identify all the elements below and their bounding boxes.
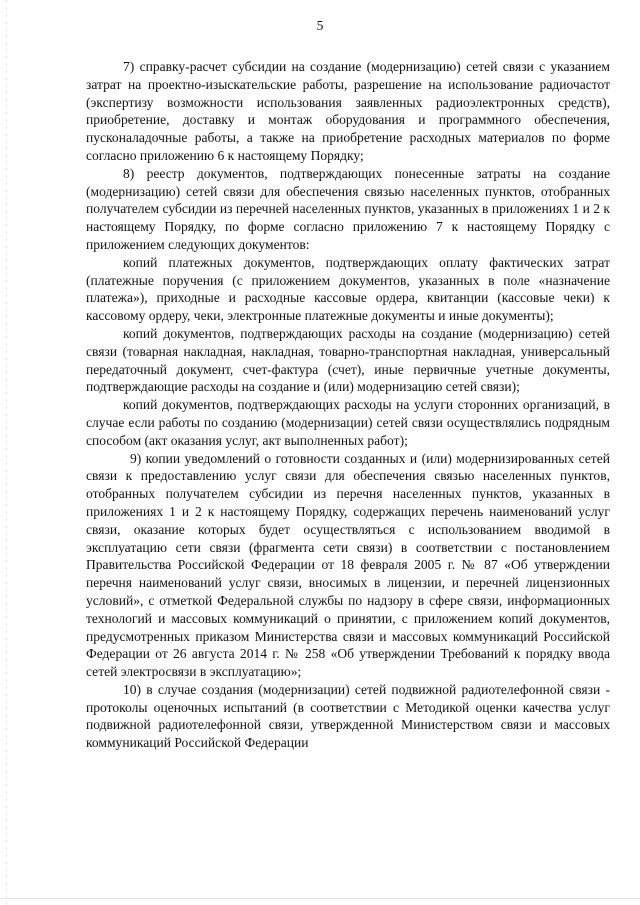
scan-bottom-artifact bbox=[0, 898, 640, 899]
paragraph-item-9: 9) копии уведомлений о готовности созданных и (или) модернизированных сетей связи к предоставлению услуг связи для обеспечения связью населенных пунктов, отобранных получателем субсидии из перечня населенных пунктов, указанных в приложениях 1 и 2 к настоящему Порядку, содержащих перечень наименований услуг связи, оказание которых будет осуществляться с использованием вводимой в эксплуатацию сети связи (фрагмента сети связи) в соответствии с постановлением Правительства Российской Федерации от 18 февраля 2005 г. № 87 «Об утверждении перечня наименований услуг связи, вносимых в лицензии, и перечней лицензионных условий», с отметкой Федеральной службы по надзору в сфере связи, информационных технологий и массовых коммуникаций о принятии, с приложением копий документов, предусмотренных приказом Министерства связи и массовых коммуникаций Российской Федерации от 26 августа 2014 г. № 258 «Об утверждении Требований к порядку ввода сетей электросвязи в эксплуатацию»; bbox=[86, 450, 610, 680]
document-body bbox=[86, 58, 610, 752]
paragraph-item-10: 10) в случае создания (модернизации) сетей подвижной радиотелефонной связи - протоколы оценочных испытаний (в соответствии с Методикой оценки качества услуг подвижной радиотелефонной связи, утвержденной Министерством связи и массовых коммуникаций Российской Федерации bbox=[86, 681, 610, 751]
paragraph-item-7: 7) справку-расчет субсидии на создание (модернизацию) сетей связи с указанием затрат на проектно-изыскательские работы, разрешение на использование радиочастот (экспертизу возможности использования заявленных радиоэлектронных средств), приобретение, доставку и монтаж оборудования и программного обеспечения, пусконаладочные работы, а также на приобретение расходных материалов по форме согласно приложению 6 к настоящему Порядку; bbox=[86, 59, 610, 163]
paragraph-contractor-docs: копий документов, подтверждающих расходы на услуги сторонних организаций, в случае если работы по созданию (модернизации) сетей связи осуществлялись подрядным способом (акт оказания услуг, акт выполненных работ); bbox=[86, 397, 610, 448]
page-number: 5 bbox=[316, 18, 324, 33]
scan-edge-artifact bbox=[6, 0, 7, 905]
paragraph-expense-docs: копий документов, подтверждающих расходы на создание (модернизацию) сетей связи (товарная накладная, накладная, товарно-транспортная накладная, универсальный передаточный документ, счет-фактура (счет), иные первичные учетные документы, подтверждающие расходы на создание и (или) модернизацию сетей связи); bbox=[86, 325, 610, 395]
paragraph-payment-docs: копий платежных документов, подтверждающих оплату фактических затрат (платежные поручения (с приложением документов, указанных в поле «назначение платежа»), приходные и расходные кассовые ордера, квитанции (кассовые чеки) к кассовому ордеру, чеки, электронные платежные документы и иные документы); bbox=[86, 254, 610, 324]
paragraph-item-8: 8) реестр документов, подтверждающих понесенные затраты на создание (модернизацию) сетей связи для обеспечения связью населенных пунктов, отобранных получателем субсидии из перечней населенных пунктов, указанных в приложениях 1 и 2 к настоящему Порядку, по форме согласно приложению 7 к настоящему Порядку с приложением следующих документов: bbox=[86, 165, 610, 252]
